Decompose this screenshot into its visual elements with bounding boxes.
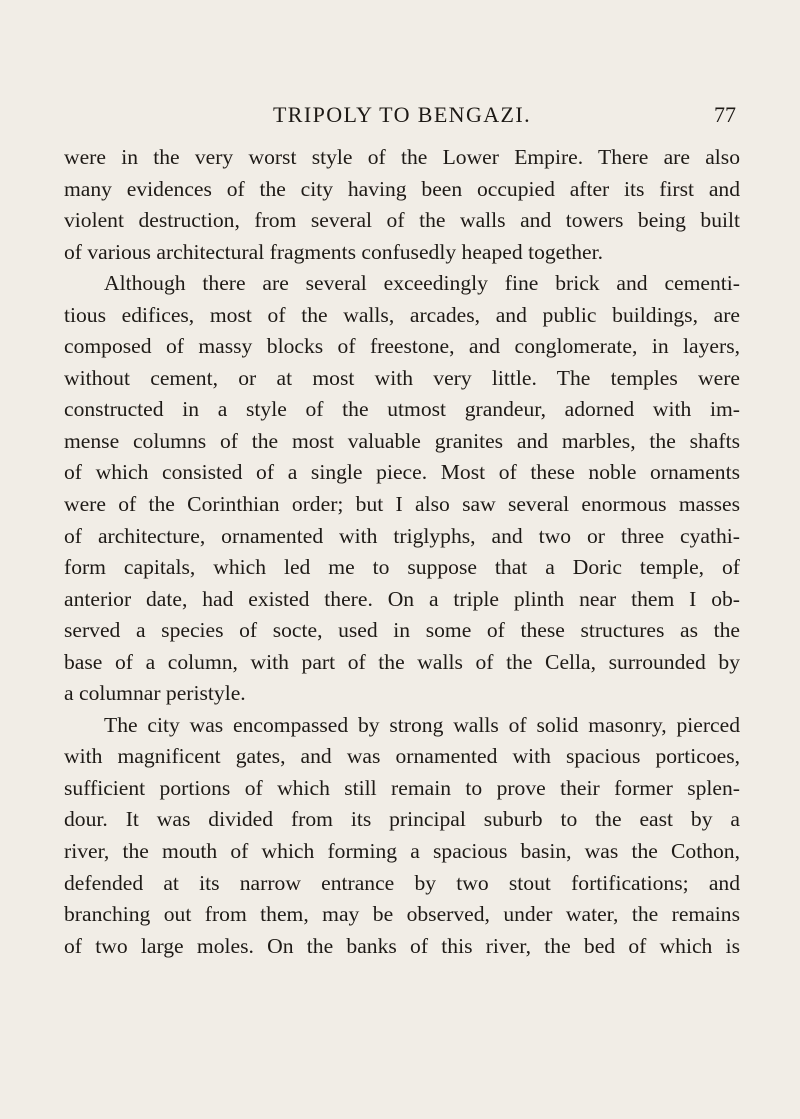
text-line: tious edifices, most of the walls, arcades, and public buildings, are	[64, 302, 740, 327]
text-line: base of a column, with part of the walls of the Cella, surrounded by	[64, 649, 740, 674]
text-line: defended at its narrow entrance by two stout fortifications; and	[64, 870, 740, 895]
text-line: were of the Corinthian order; but I also saw several enormous masses	[64, 492, 740, 517]
text-line: branching out from them, may be observed, under water, the remains	[64, 902, 740, 927]
text-line: sufficient portions of which still remain to prove their former splen-	[64, 775, 740, 800]
text-line: of which consisted of a single piece. Most of these noble ornaments	[64, 460, 740, 485]
text-line: many evidences of the city having been occupied after its first and	[64, 176, 740, 201]
body-text	[64, 142, 740, 962]
running-head	[64, 98, 740, 132]
text-line: without cement, or at most with very little. The temples were	[64, 365, 740, 390]
text-line: served a species of socte, used in some of these structures as the	[64, 618, 740, 643]
text-line: with magnificent gates, and was ornamented with spacious porticoes,	[64, 744, 740, 769]
text-line: violent destruction, from several of the walls and towers being built	[64, 208, 740, 233]
text-line: constructed in a style of the utmost grandeur, adorned with im-	[64, 397, 740, 422]
paragraph-end-line: of various architectural fragments confusedly heaped together.	[64, 239, 604, 264]
text-line: of architecture, ornamented with triglyphs, and two or three cyathi-	[64, 523, 740, 548]
text-line: mense columns of the most valuable granites and marbles, the shafts	[64, 428, 740, 453]
text-line: composed of massy blocks of freestone, and conglomerate, in layers,	[64, 334, 740, 359]
running-title: TRIPOLY TO BENGAZI.	[272, 102, 532, 127]
paragraph-start-line: Although there are several exceedingly fine brick and cementi-	[104, 271, 740, 296]
text-line: form capitals, which led me to suppose that a Doric temple, of	[64, 555, 740, 580]
text-line: were in the very worst style of the Lower Empire. There are also	[64, 145, 740, 169]
text-line: river, the mouth of which forming a spacious basin, was the Cothon,	[64, 839, 740, 864]
paragraph-start-line: The city was encompassed by strong walls of solid masonry, pierced	[104, 712, 740, 737]
text-line: anterior date, had existed there. On a triple plinth near them I ob-	[64, 586, 740, 611]
paragraph-end-line: a columnar peristyle.	[64, 681, 246, 706]
text-line: dour. It was divided from its principal suburb to the east by a	[64, 807, 740, 832]
page-number: 77	[714, 102, 736, 127]
text-line: of two large moles. On the banks of this river, the bed of which is	[64, 933, 740, 958]
